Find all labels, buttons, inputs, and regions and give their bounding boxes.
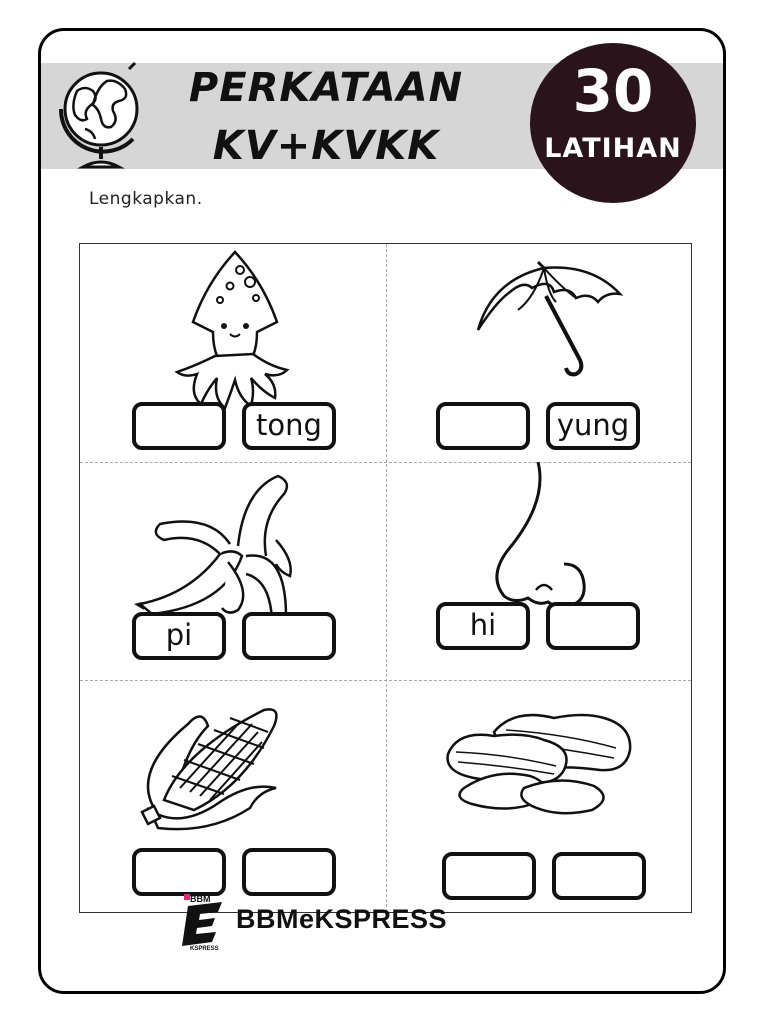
squid-icon: [80, 244, 386, 467]
answer-box[interactable]: [132, 848, 226, 896]
exercise-number-badge: [530, 43, 696, 203]
bbmekspress-logo: [182, 892, 230, 952]
answer-box[interactable]: [552, 852, 646, 900]
exercise-cell-nose: [386, 462, 692, 685]
exercise-cell-corn: [80, 680, 386, 903]
syllable-box: tong: [242, 402, 336, 450]
worksheet-card: [38, 28, 726, 994]
logo-text-top: BBM: [190, 894, 211, 904]
page-title: [161, 59, 491, 175]
corn-icon: [80, 680, 386, 903]
syllable-box: hi: [436, 602, 530, 650]
exercise-cell-umbrella: [386, 244, 692, 467]
answer-box[interactable]: [546, 602, 640, 650]
answer-box[interactable]: [242, 848, 336, 896]
title-line-1: PERKATAAN: [188, 65, 464, 111]
answer-box[interactable]: [132, 402, 226, 450]
nose-icon: [386, 462, 692, 685]
title-line-2: KV+KVKK: [212, 123, 440, 169]
exercise-cell-peanut: [386, 680, 692, 903]
exercise-cell-squid: [80, 244, 386, 467]
banana-icon: [80, 462, 386, 685]
instruction-text: Lengkapkan.: [89, 189, 203, 209]
logo-text-bottom: KSPRESS: [190, 946, 219, 952]
answer-box[interactable]: [436, 402, 530, 450]
brand-name: BBMeKSPRESS: [236, 904, 448, 934]
exercise-cell-banana: [80, 462, 386, 685]
syllable-box: yung: [546, 402, 640, 450]
footer: [182, 892, 502, 952]
answer-box[interactable]: [242, 612, 336, 660]
syllable-box: pi: [132, 612, 226, 660]
umbrella-icon: [386, 244, 692, 467]
badge-label: LATIHAN: [544, 133, 682, 164]
exercise-grid: [79, 243, 692, 913]
globe-icon: [55, 59, 151, 175]
badge-number: 30: [572, 57, 654, 125]
peanut-icon: [386, 680, 692, 903]
